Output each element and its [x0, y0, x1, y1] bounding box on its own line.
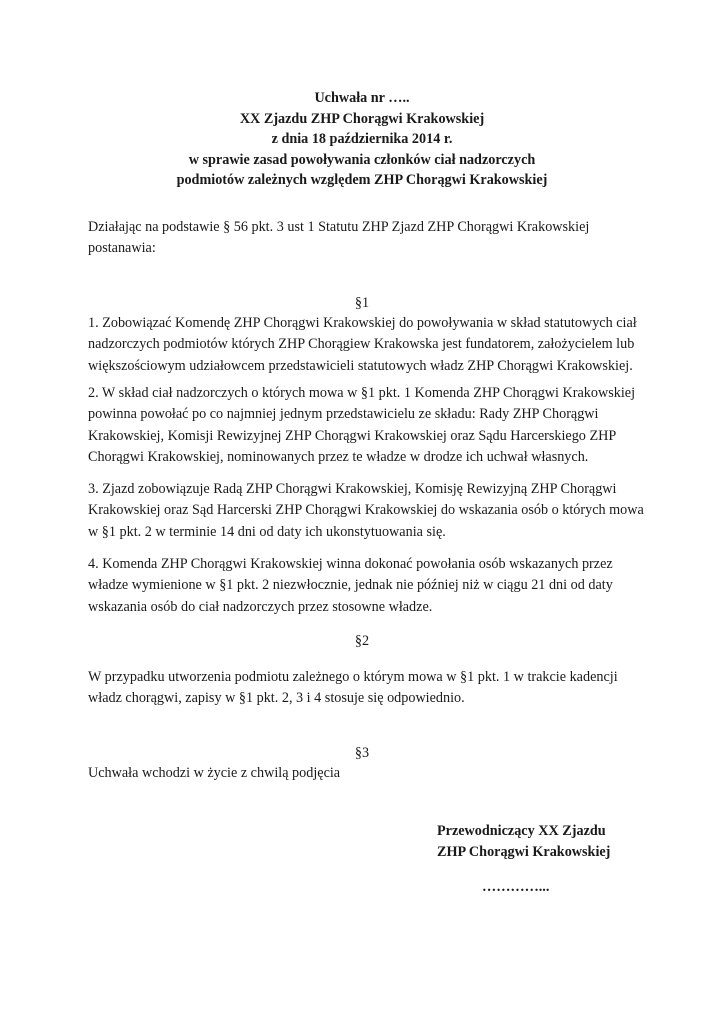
section-1-point-4 — [88, 554, 648, 618]
section-2-text — [88, 667, 648, 710]
paragraph-line: większościowym udziałowcem przedstawicieli statutowych władz ZHP Chorągwi Krakowskiej. — [88, 357, 633, 374]
paragraph-line: 1. Zobowiązać Komendę ZHP Chorągwi Krakowskiej do powoływania w skład statutowych ciał — [88, 315, 637, 331]
paragraph-line: władz chorągwi, zapisy w §1 pkt. 2, 3 i 4 stosuje się odpowiednio. — [88, 690, 465, 707]
section-3-mark: §3 — [354, 745, 370, 761]
signature-line: …………... — [482, 879, 550, 895]
paragraph-line: w §1 pkt. 2 w terminie 14 dni od daty ich ukonstytuowania się. — [88, 523, 446, 540]
resolution-subject-line1: w sprawie zasad powoływania członków ciał nadzorczych — [188, 151, 536, 168]
paragraph-line: 4. Komenda ZHP Chorągwi Krakowskiej winna dokonać powołania osób wskazanych przez — [88, 556, 613, 572]
resolution-subject-line2: podmiotów zależnych względem ZHP Chorągwi Krakowskiej — [176, 172, 548, 188]
paragraph-line: powinna powołać po co najmniej jednym przedstawicielu ze składu: Rady ZHP Chorągwi — [88, 406, 599, 423]
paragraph-line: 2. W skład ciał nadzorczych o których mowa w §1 pkt. 1 Komenda ZHP Chorągwi Krakowskiej — [88, 385, 636, 401]
section-1-mark: §1 — [354, 295, 370, 311]
section-1-point-3 — [88, 479, 648, 543]
signature-block — [437, 821, 610, 863]
preamble-line: Działając na podstawie § 56 pkt. 3 ust 1 Statutu ZHP Zjazd ZHP Chorągwi Krakowskiej — [88, 219, 590, 235]
section-3-text — [88, 763, 648, 784]
section-1-point-1 — [88, 313, 648, 377]
paragraph-line: Krakowskiej, Komisji Rewizyjnej ZHP Chorągwi Krakowskiej oraz Sądu Harcerskiego ZHP — [88, 427, 617, 444]
resolution-number: Uchwała nr ….. — [314, 90, 410, 106]
paragraph-line: Uchwała wchodzi w życie z chwilą podjęcia — [88, 765, 341, 781]
congress-name: XX Zjazdu ZHP Chorągwi Krakowskiej — [239, 110, 485, 127]
chairman-organization: ZHP Chorągwi Krakowskiej — [437, 844, 611, 860]
paragraph-line: władze wymienione w §1 pkt. 2 niezwłocznie, jednak nie później niż w ciągu 21 dni od daty — [88, 577, 613, 594]
resolution-date: z dnia 18 października 2014 r. — [271, 131, 453, 147]
paragraph-line: nadzorczych podmiotów których ZHP Chorągiew Krakowska jest fundatorem, założycielem lub — [88, 336, 635, 353]
section-1-point-2 — [88, 383, 648, 468]
paragraph-line: Chorągwi Krakowskiej, nominowanych przez te władze w drodze ich uchwał własnych. — [88, 448, 589, 465]
paragraph-line: 3. Zjazd zobowiązuje Radą ZHP Chorągwi Krakowskiej, Komisję Rewizyjną ZHP Chorągwi — [88, 481, 617, 497]
chairman-title: Przewodniczący XX Zjazdu — [437, 823, 606, 839]
paragraph-line: Krakowskiej oraz Sąd Harcerski ZHP Chorągwi Krakowskiej do wskazania osób o których mowa — [88, 502, 644, 519]
resolution-header — [0, 88, 724, 191]
preamble-line: postanawia: — [88, 240, 156, 257]
preamble — [88, 217, 648, 260]
section-2-mark: §2 — [354, 633, 370, 649]
paragraph-line: W przypadku utworzenia podmiotu zależnego o którym mowa w §1 pkt. 1 w trakcie kadencji — [88, 669, 618, 685]
paragraph-line: wskazania osób do ciał nadzorczych przez stosowne władze. — [88, 598, 433, 615]
